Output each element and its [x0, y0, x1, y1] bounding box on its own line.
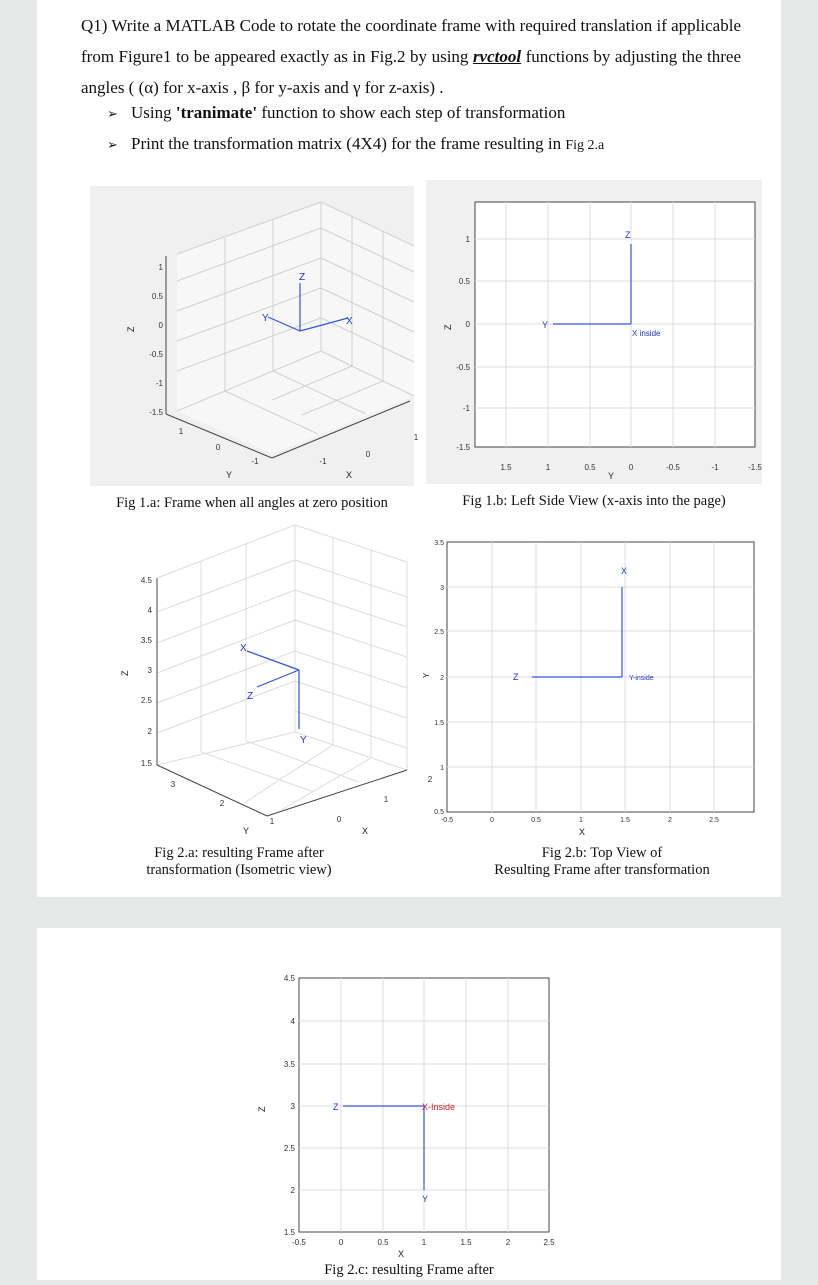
- figure-2c-plot: [259, 968, 559, 1280]
- z-tick-label: 1.5: [140, 759, 152, 768]
- figure-1a: [90, 186, 419, 486]
- fig2b-caption: Fig 2.b: Top View of Resulting Frame after transformation: [494, 845, 710, 878]
- z-tick-label: 3: [290, 1102, 295, 1111]
- y-axis-title: Y: [226, 470, 233, 480]
- x-tick-label: 0: [365, 450, 371, 459]
- z-tick-label: 1: [158, 263, 163, 272]
- y-tick-label: 1: [178, 427, 184, 436]
- frame-z-label: Z: [625, 230, 631, 240]
- frame-y-label: Y: [542, 320, 549, 330]
- y-tick-label: 3.5: [434, 540, 444, 547]
- z-tick-label: 0: [158, 321, 163, 330]
- z-tick-label: -1: [155, 379, 163, 388]
- figure-1b-plot: [426, 180, 762, 484]
- y-tick-label: -1: [711, 463, 719, 472]
- figure-2c: [259, 968, 559, 1280]
- z-tick-label: 1: [465, 235, 470, 244]
- x-tick-label: 0.5: [377, 1238, 389, 1247]
- y-axis-title: Y: [608, 471, 615, 481]
- x-tick-label: 2.5: [543, 1238, 555, 1247]
- y-axis-title: Y: [422, 672, 431, 678]
- frame-z-axis: [257, 670, 299, 687]
- frame-z-label: Z: [513, 672, 519, 682]
- figure-2a-plot: [81, 520, 433, 840]
- frame-x-label: X: [240, 643, 247, 654]
- y-tick-label: 2: [219, 799, 225, 808]
- y-tick-label: -0.5: [666, 463, 680, 472]
- x-tick-label: 0.5: [531, 817, 541, 824]
- z-tick-label: -0.5: [149, 350, 163, 359]
- fig2c-caption: Fig 2.c: resulting Frame after: [324, 1262, 494, 1278]
- y-axis-title: Y: [243, 826, 250, 836]
- z-tick-label: 3.5: [140, 636, 152, 645]
- z-tick-label: 3.5: [283, 1060, 295, 1069]
- z-tick-label: 4.5: [140, 576, 152, 585]
- frame-x-inside-label: X-Inside: [422, 1102, 456, 1112]
- z-tick-label: 4.5: [283, 974, 295, 983]
- y-tick-label: 0.5: [584, 463, 596, 472]
- figure-2a: [81, 520, 433, 840]
- x-tick-label: 1.5: [620, 817, 630, 824]
- document-page-1: [37, 0, 781, 897]
- y-tick-label: 1.5: [500, 463, 512, 472]
- z-tick-label: -1.5: [149, 408, 163, 417]
- question-text: Q1) Write a MATLAB Code to rotate the coordinate frame with required translation if applicable from Figure1 to be appeared exactly as in Fig.2 by using rvctool functions by adjusting the three angles ( (α) for x-axis , β for y-axis and γ for z-axis) .: [81, 16, 742, 97]
- arrow-bullet-icon: ➢: [107, 138, 118, 153]
- x-tick-label: -1: [319, 457, 327, 466]
- y-tick-label: 3: [170, 780, 176, 789]
- figure-1a-plot: [90, 186, 419, 486]
- y-tick-label: 1: [269, 817, 275, 826]
- figure-2b-plot: [422, 530, 777, 846]
- y-tick-label: 1.5: [434, 720, 444, 727]
- frame-y-label: Y: [300, 735, 307, 746]
- x-tick-label: 0: [338, 1238, 344, 1247]
- x-tick-label: 2: [505, 1238, 511, 1247]
- frame-x-label: X: [346, 316, 353, 327]
- fig1b-caption: Fig 1.b: Left Side View (x-axis into the page): [462, 493, 726, 509]
- x-axis-title: X: [362, 826, 369, 836]
- x-tick-label: 2: [668, 817, 672, 824]
- frame-x-inside-label: X inside: [632, 329, 661, 338]
- x-tick-label: 2: [427, 775, 433, 784]
- x-tick-label: 0: [336, 815, 342, 824]
- z-tick-label: 0.5: [458, 277, 470, 286]
- z-tick-label: 3: [147, 666, 152, 675]
- z-axis-title: Z: [120, 670, 130, 676]
- y-tick-label: -1: [251, 457, 259, 466]
- z-tick-label: -1.5: [456, 443, 470, 452]
- z-tick-label: 4: [290, 1017, 295, 1026]
- frame-x-axis: [247, 651, 299, 670]
- z-tick-label: 2.5: [283, 1144, 295, 1153]
- frame-x-label: X: [621, 566, 628, 576]
- y-tick-label: 0: [628, 463, 634, 472]
- rvctool-keyword: rvctool: [472, 47, 522, 66]
- figure-2b: [422, 530, 777, 846]
- x-axis-title: X: [579, 827, 586, 837]
- y-tick-label: -1.5: [748, 463, 762, 472]
- z-axis-title: Z: [126, 326, 136, 332]
- fig2a-caption: Fig 2.a: resulting Frame after transformation (Isometric view): [146, 845, 332, 878]
- bullet-print-matrix: ➢ Print the transformation matrix (4X4) for the frame resulting in Fig 2.a: [107, 134, 605, 153]
- y-tick-label: 1: [440, 765, 444, 772]
- x-tick-label: 2.5: [709, 817, 719, 824]
- z-tick-label: 2: [147, 727, 152, 736]
- document-page-2: [37, 928, 781, 1280]
- bullet-tranimate: ➢ Using 'tranimate' function to show each step of transformation: [107, 103, 566, 122]
- frame-y-label: Y: [262, 313, 269, 324]
- frame-z-label: Z: [333, 1102, 339, 1112]
- x-tick-label: 0: [490, 817, 494, 824]
- y-tick-label: 3: [440, 585, 444, 592]
- x-tick-label: -0.5: [440, 817, 454, 824]
- z-axis-title: Z: [257, 1106, 267, 1112]
- arrow-bullet-icon: ➢: [107, 107, 118, 122]
- y-tick-label: 2: [440, 675, 444, 682]
- z-axis-title: Z: [443, 324, 453, 330]
- z-tick-label: 0.5: [151, 292, 163, 301]
- x-tick-label: 1: [413, 433, 419, 442]
- y-tick-label: 1: [545, 463, 551, 472]
- y-tick-label: 0: [215, 443, 221, 452]
- y-tick-label: 2.5: [434, 629, 444, 636]
- z-tick-label: 0: [465, 320, 470, 329]
- x-tick-label: 1: [421, 1238, 427, 1247]
- x-tick-label: 1: [579, 817, 583, 824]
- z-tick-label: 2: [290, 1186, 295, 1195]
- frame-z-label: Z: [247, 691, 254, 702]
- x-axis-title: X: [398, 1249, 405, 1259]
- x-axis-title: X: [346, 470, 353, 480]
- x-tick-label: -0.5: [292, 1238, 306, 1247]
- frame-y-label: Y: [422, 1194, 429, 1204]
- x-tick-label: 1.5: [460, 1238, 472, 1247]
- y-tick-label: 0.5: [434, 809, 444, 816]
- z-tick-label: 2.5: [140, 696, 152, 705]
- frame-y-inside-label: Y-inside: [629, 675, 654, 682]
- figure-1b: [426, 180, 762, 484]
- z-tick-label: -1: [462, 404, 470, 413]
- x-tick-label: 1: [383, 795, 389, 804]
- z-tick-label: -0.5: [456, 363, 470, 372]
- fig1a-caption: Fig 1.a: Frame when all angles at zero position: [116, 495, 388, 511]
- z-tick-label: 4: [147, 606, 152, 615]
- frame-z-label: Z: [299, 272, 306, 283]
- z-tick-label: 1.5: [283, 1228, 295, 1237]
